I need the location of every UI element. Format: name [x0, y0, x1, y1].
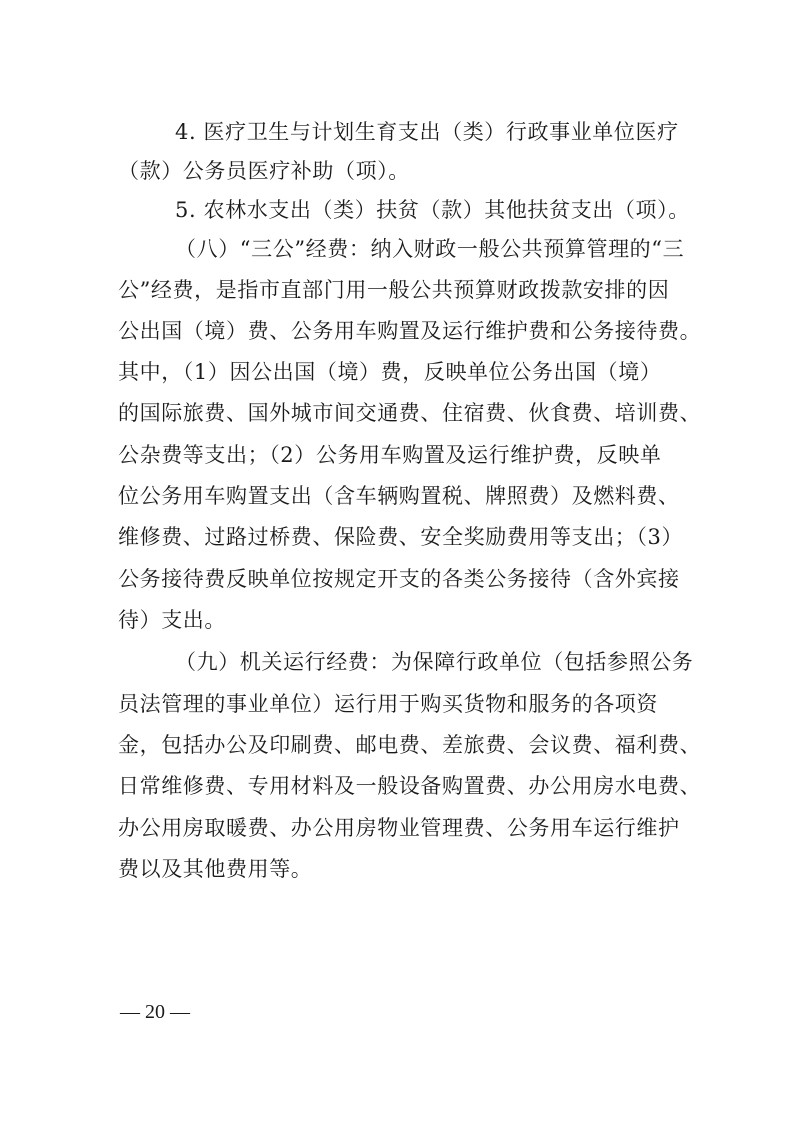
- section-9-line-2: 员法管理的事业单位）运行用于购买货物和服务的各项资: [118, 692, 658, 716]
- section-8-line-2: 公”经费，是指市直部门用一般公共预算财政拨款安排的因: [118, 278, 670, 302]
- section-8-line-5: 的国际旅费、国外城市间交通费、住宿费、伙食费、培训费、: [118, 401, 702, 425]
- section-9-line-4: 日常维修费、专用材料及一般设备购置费、办公用房水电费、: [118, 774, 702, 798]
- section-8-line-6: 公杂费等支出；（2）公务用车购置及运行维护费，反映单: [118, 443, 662, 467]
- section-8-line-9: 公务接待费反映单位按规定开支的各类公务接待（含外宾接: [118, 567, 680, 591]
- section-9-line-5: 办公用房取暖费、办公用房物业管理费、公务用车运行维护: [118, 816, 680, 840]
- page-number: — 20 —: [120, 1001, 190, 1023]
- item-5-line: 5. 农林水支出（类）扶贫（款）其他扶贫支出（项）。: [175, 198, 690, 222]
- section-8-line-8: 维修费、过路过桥费、保险费、安全奖励费用等支出；（3）: [118, 525, 684, 549]
- section-8-line-1: （八）“三公”经费：纳入财政一般公共预算管理的“三: [175, 237, 685, 261]
- section-9-line-6: 费以及其他费用等。: [118, 857, 313, 881]
- section-8-line-4: 其中，（1）因公出国（境）费，反映单位公务出国（境）: [118, 360, 662, 384]
- section-9-line-1: （九）机关运行经费：为保障行政单位（包括参照公务: [175, 650, 694, 674]
- section-9-line-3: 金，包括办公及印刷费、邮电费、差旅费、会议费、福利费、: [118, 733, 702, 757]
- item-4-line-1: 4. 医疗卫生与计划生育支出（类）行政事业单位医疗: [175, 120, 679, 144]
- section-8-line-7: 位公务用车购置支出（含车辆购置税、牌照费）及燃料费、: [118, 484, 680, 508]
- item-4-line-2: （款）公务员医疗补助（项）。: [118, 159, 410, 183]
- section-8-line-3: 公出国（境）费、公务用车购置及运行维护费和公务接待费。: [118, 319, 702, 343]
- section-8-line-10: 待）支出。: [118, 608, 226, 632]
